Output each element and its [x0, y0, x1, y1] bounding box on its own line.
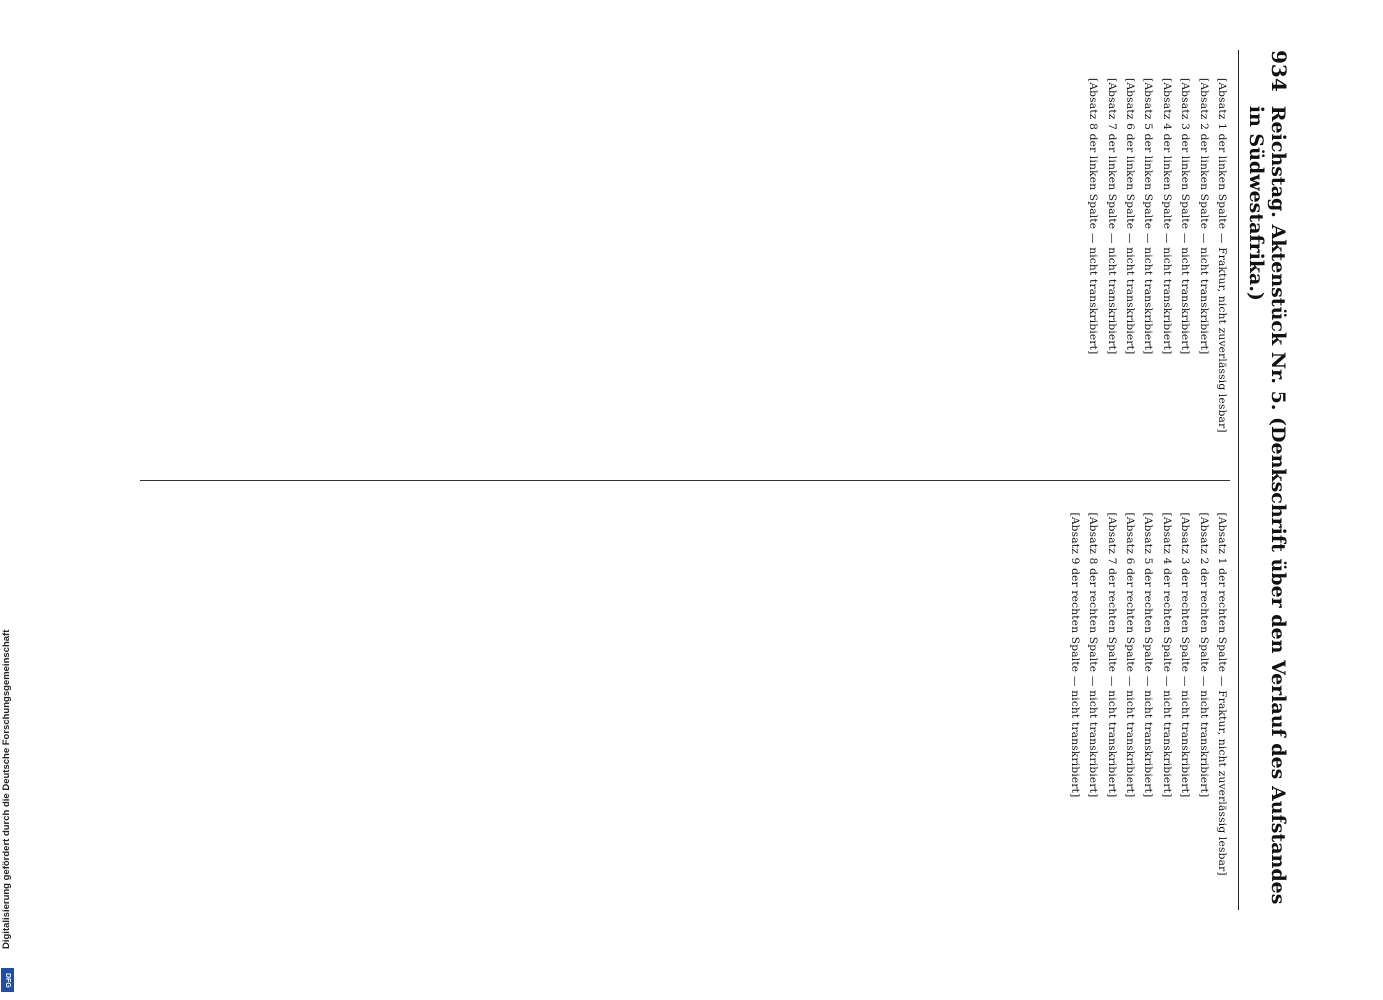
paragraph: [Absatz 1 der linken Spalte — Fraktur, nicht zuverlässig lesbar] — [1216, 78, 1228, 433]
digitization-credit — [1, 0, 15, 1000]
paragraph: [Absatz 1 der rechten Spalte — Fraktur, nicht zuverlässig lesbar] — [1216, 512, 1228, 876]
paragraph: [Absatz 5 der rechten Spalte — nicht transkribiert] — [1142, 512, 1155, 798]
paragraph: [Absatz 3 der rechten Spalte — nicht transkribiert] — [1179, 512, 1192, 798]
running-title: Reichstag. Aktenstück Nr. 5. (Denkschrift über den Verlauf des Aufstandes in Südwestafrika.) — [1245, 105, 1289, 905]
paragraph: [Absatz 6 der rechten Spalte — nicht transkribiert] — [1123, 512, 1136, 798]
left-column — [140, 50, 1230, 476]
paragraph: [Absatz 9 der rechten Spalte — nicht transkribiert] — [1068, 512, 1081, 798]
paragraph: [Absatz 8 der linken Spalte — nicht transkribiert] — [1087, 78, 1100, 355]
dfg-logo-icon: DFG — [1, 968, 14, 992]
paragraph: [Absatz 3 der linken Spalte — nicht transkribiert] — [1179, 78, 1192, 355]
credit-text: Digitalisierung gefördert durch die Deutsche Forschungsgemeinschaft — [1, 629, 12, 949]
right-column — [140, 484, 1230, 910]
paragraph: [Absatz 4 der linken Spalte — nicht transkribiert] — [1160, 78, 1173, 355]
column-divider — [140, 480, 1230, 481]
paragraph: [Absatz 4 der rechten Spalte — nicht transkribiert] — [1160, 512, 1173, 798]
paragraph: [Absatz 2 der linken Spalte — nicht transkribiert] — [1197, 78, 1210, 355]
text-columns — [140, 50, 1230, 910]
paragraph: [Absatz 8 der rechten Spalte — nicht transkribiert] — [1087, 512, 1100, 798]
paragraph: [Absatz 2 der rechten Spalte — nicht transkribiert] — [1197, 512, 1210, 798]
paragraph: [Absatz 5 der linken Spalte — nicht transkribiert] — [1142, 78, 1155, 355]
page-number: 934 — [1267, 50, 1291, 92]
document-page — [91, 50, 1291, 950]
paragraph: [Absatz 7 der rechten Spalte — nicht transkribiert] — [1105, 512, 1118, 798]
page-header — [1238, 50, 1291, 910]
paragraph: [Absatz 6 der linken Spalte — nicht transkribiert] — [1123, 78, 1136, 355]
paragraph: [Absatz 7 der linken Spalte — nicht transkribiert] — [1105, 78, 1118, 355]
